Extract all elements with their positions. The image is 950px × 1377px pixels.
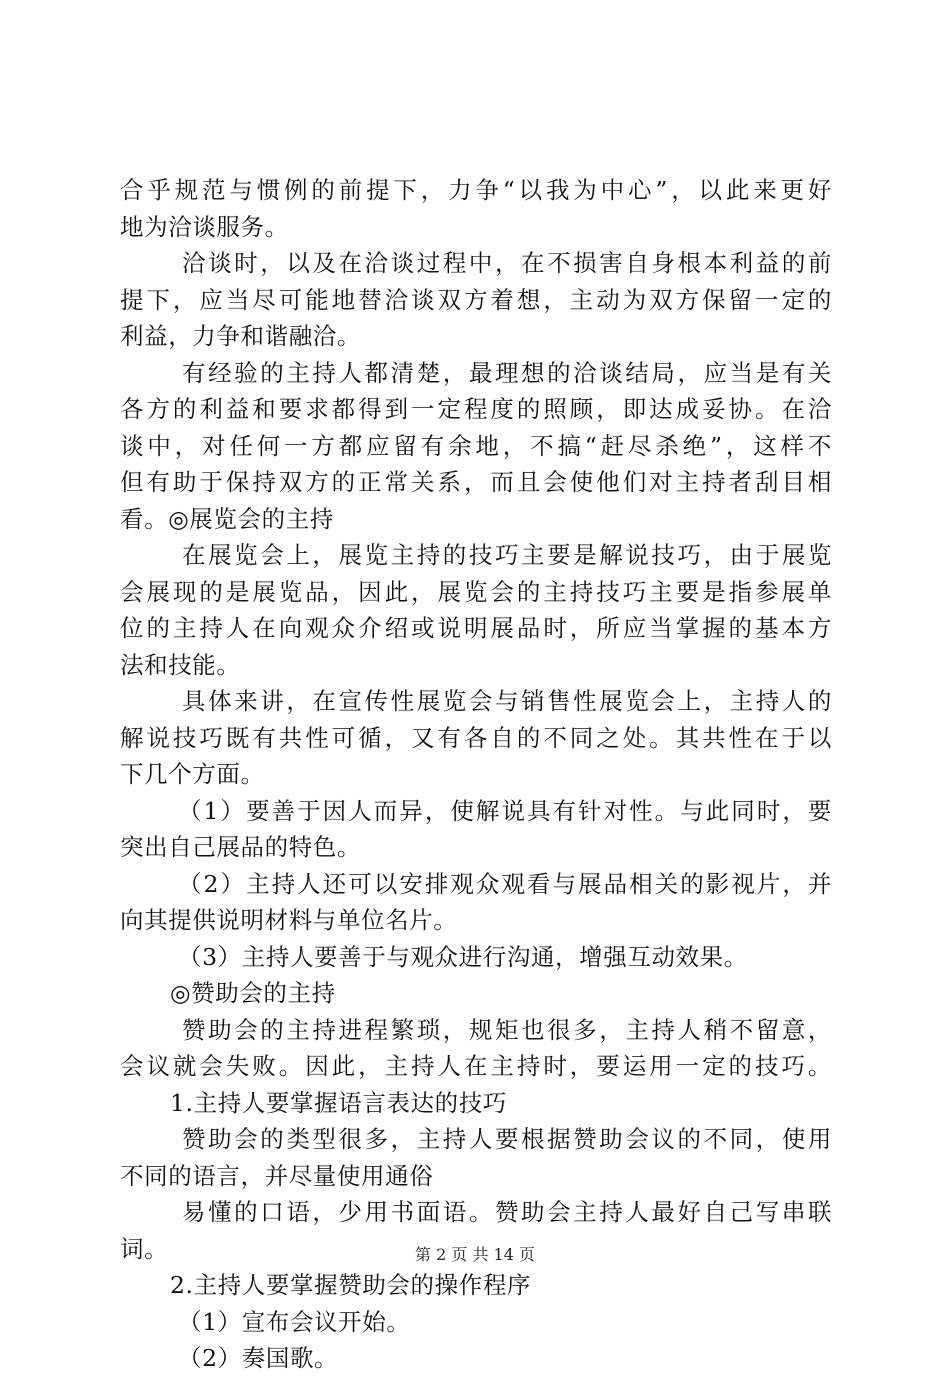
list-item: （2）奏国歌。 [178,1344,339,1372]
paragraph-start: 有经验的主持人都清楚，最理想的洽谈结局，应当是有关 [182,358,832,387]
section-heading-exhibition: 看。◎展览会的主持 [120,504,334,533]
text-line: 突出自己展品的特色。 [120,833,361,861]
text-line: 词。 [120,1234,169,1263]
paragraph-start: 洽谈时，以及在洽谈过程中，在不损害自身根本利益的前 [182,249,832,277]
text-line: 利益，力争和谐融洽。 [120,322,361,350]
text-line: 地为洽谈服务。 [120,212,289,241]
paragraph-start: 赞助会的主持进程繁琐，规矩也很多，主持人稍不留意， [182,1015,832,1044]
text-line: 但有助于保持双方的正常关系，而且会使他们对主持者刮目相 [120,468,832,496]
text-line: 提下，应当尽可能地替洽谈双方着想，主动为双方保留一定的 [120,285,832,314]
text-line: 会展现的是展览品，因此，展览会的主持技巧主要是指参展单 [120,577,832,606]
text-line: 合乎规范与惯例的前提下，力争“以我为中心”，以此来更好 [120,176,832,204]
section-heading-sponsorship: ◎赞助会的主持 [170,979,336,1007]
numbered-heading: 1.主持人要掌握语言表达的技巧 [170,1088,507,1117]
list-item: （1）宣布会议开始。 [178,1307,411,1336]
list-item: （1）要善于因人而异，使解说具有针对性。与此同时，要 [178,796,832,825]
paragraph-start: 在展览会上，展览主持的技巧主要是解说技巧，由于展览 [182,541,832,569]
text-line: 下几个方面。 [120,760,265,788]
list-item: （2）主持人还可以安排观众观看与展品相关的影视片，并 [178,869,832,898]
text-line: 会议就会失败。因此，主持人在主持时，要运用一定的技巧。 [120,1052,832,1080]
numbered-heading: 2.主持人要掌握赞助会的操作程序 [170,1271,532,1299]
document-body [120,172,832,1377]
page-number-footer: 第 2 页 共 14 页 [415,1245,535,1264]
text-line: 不同的语言，并尽量使用通俗 [120,1161,434,1190]
text-line: 位的主持人在向观众介绍或说明展品时，所应当掌握的基本方 [120,614,832,642]
paragraph-start: 易懂的口语，少用书面语。赞助会主持人最好自己写串联 [182,1198,832,1226]
text-line: 各方的利益和要求都得到一定程度的照顾，即达成妥协。在洽 [120,395,832,423]
text-line: 谈中，对任何一方都应留有余地，不搞“赶尽杀绝”，这样不 [120,431,832,460]
text-line: 解说技巧既有共性可循，又有各自的不同之处。其共性在于以 [120,723,832,752]
paragraph-start: 赞助会的类型很多，主持人要根据赞助会议的不同，使用 [182,1125,832,1153]
text-line: 向其提供说明材料与单位名片。 [120,906,458,934]
text-line: 法和技能。 [120,650,241,679]
paragraph-start: 具体来讲，在宣传性展览会与销售性展览会上，主持人的 [182,687,832,715]
list-item: （3）主持人要善于与观众进行沟通，增强互动效果。 [178,942,748,971]
